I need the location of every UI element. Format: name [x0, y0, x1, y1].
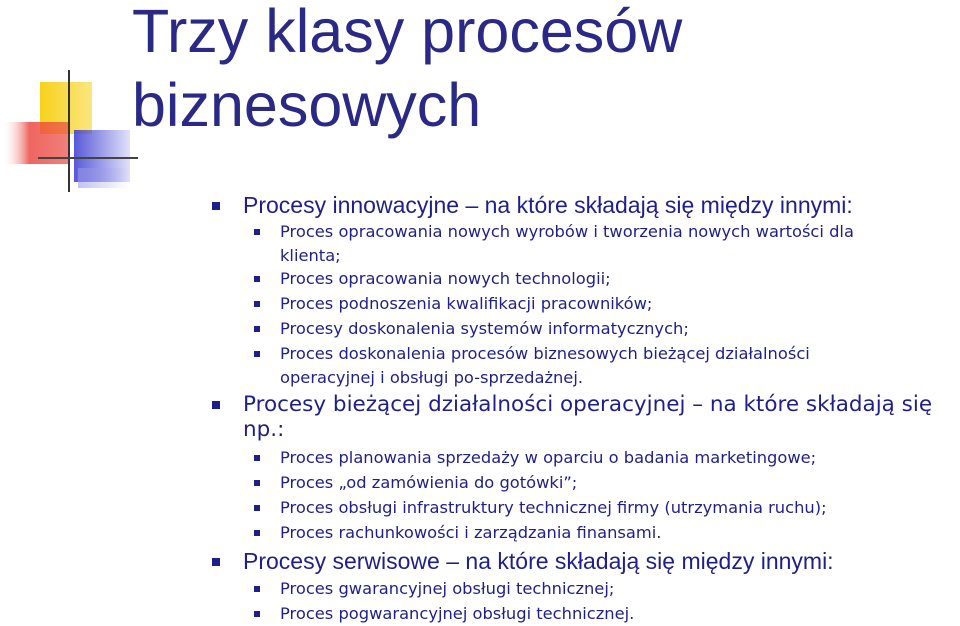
bullet-icon — [212, 401, 220, 409]
bullet-icon — [254, 301, 260, 307]
list-item: Procesy doskonalenia systemów informatycznych; — [280, 317, 900, 341]
slide-title-line2: biznesowych — [132, 71, 482, 139]
bullet-icon — [254, 505, 260, 511]
slide-title-line1: Trzy klasy procesów — [132, 0, 683, 65]
bullet-icon — [254, 586, 260, 592]
list-item: Proces podnoszenia kwalifikacji pracowników; — [280, 292, 900, 316]
list-item: Proces doskonalenia procesów biznesowych bieżącej działalności operacyjnej i obsługi po-sprzedażnej. — [280, 342, 900, 390]
list-item: Proces pogwarancyjnej obsługi technicznej. — [280, 602, 900, 626]
bullet-icon — [254, 530, 260, 536]
section-heading-service: Procesy serwisowe – na które składają się między innymi: — [243, 549, 943, 574]
bullet-icon — [254, 229, 260, 235]
list-item: Proces gwarancyjnej obsługi technicznej; — [280, 577, 900, 601]
section-heading-operational: Procesy bieżącej działalności operacyjnej – na które składają się np.: — [243, 392, 943, 442]
bullet-icon — [254, 611, 260, 617]
bullet-icon — [254, 455, 260, 461]
list-item: Proces opracowania nowych wyrobów i tworzenia nowych wartości dla klienta; — [280, 220, 900, 268]
section-heading-innovation: Procesy innowacyjne – na które składają się między innymi: — [243, 193, 943, 218]
bullet-icon — [254, 351, 260, 357]
bullet-icon — [254, 276, 260, 282]
list-item: Proces obsługi infrastruktury technicznej firmy (utrzymania ruchu); — [280, 496, 900, 520]
list-item: Proces rachunkowości i zarządzania finansami. — [280, 521, 900, 545]
list-item: Proces opracowania nowych technologii; — [280, 267, 900, 291]
list-item: Proces „od zamówienia do gotówki”; — [280, 471, 900, 495]
bullet-icon — [212, 558, 220, 566]
list-item: Proces planowania sprzedaży w oparciu o badania marketingowe; — [280, 446, 900, 470]
bullet-icon — [254, 480, 260, 486]
bullet-icon — [254, 326, 260, 332]
bullet-icon — [212, 202, 220, 210]
